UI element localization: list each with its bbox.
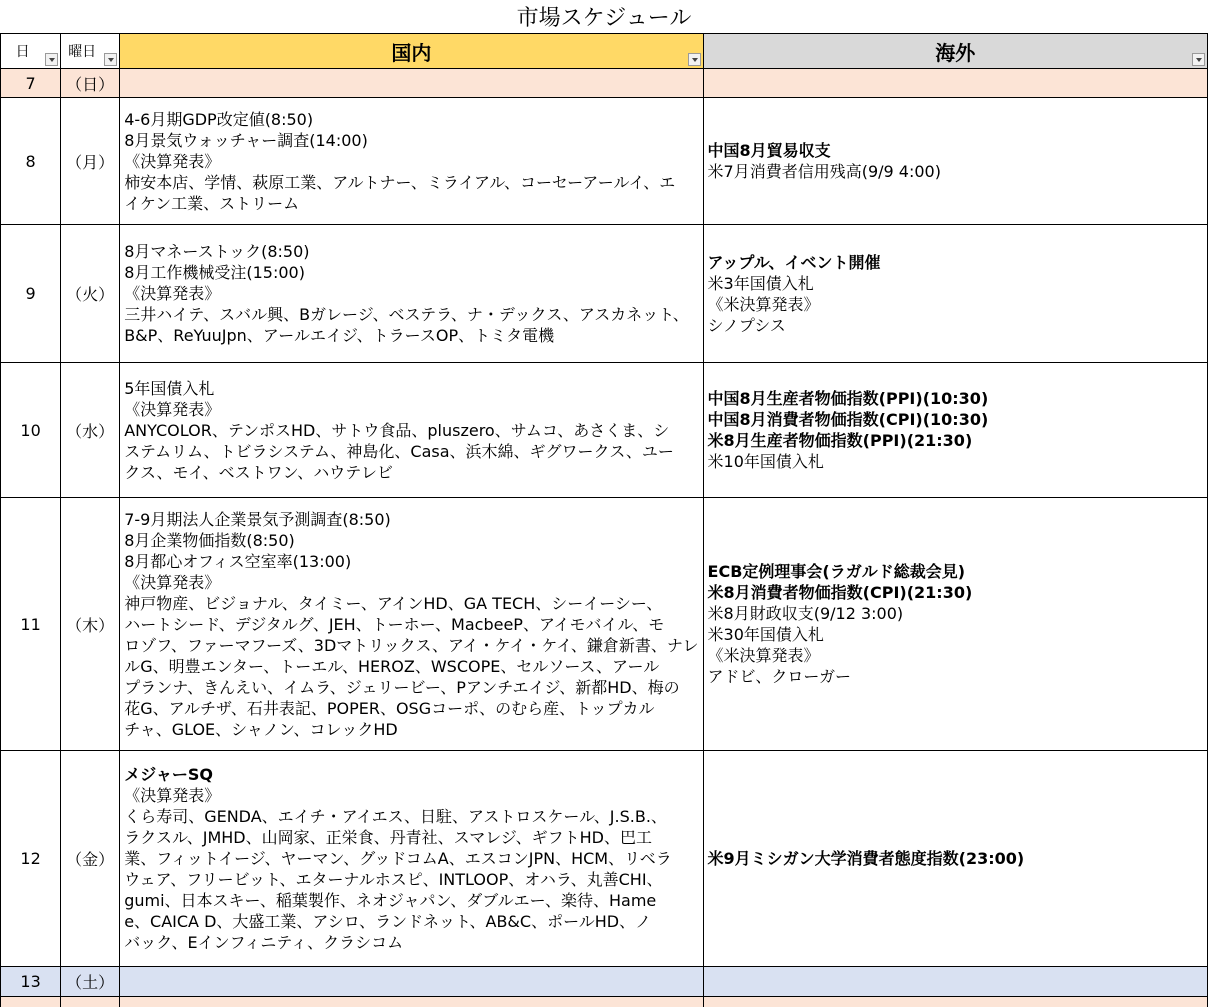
weekday-cell: （金）: [61, 751, 120, 967]
header-overseas-label: 海外: [935, 41, 975, 65]
page-title: 市場スケジュール: [0, 0, 1208, 34]
weekday-cell: （日）: [61, 69, 120, 98]
overseas-event-line: 《米決算発表》: [708, 645, 1203, 666]
weekday-cell: （土）: [61, 967, 120, 997]
domestic-event-line: 8月都心オフィス空室率(13:00): [124, 551, 698, 572]
header-domestic: [120, 34, 703, 69]
weekday-cell: （火）: [61, 225, 120, 363]
overseas-events-cell: [703, 225, 1207, 363]
domestic-event-line: ステムリム、トビラシステム、神島化、Casa、浜木綿、ギグワークス、ユー: [124, 441, 698, 462]
overseas-event-line: アドビ、クローガー: [708, 666, 1203, 687]
domestic-event-line: 8月企業物価指数(8:50): [124, 530, 698, 551]
overseas-events-cell: [703, 69, 1207, 98]
day-cell: 9: [1, 225, 61, 363]
overseas-event-line: シノプシス: [708, 315, 1203, 336]
domestic-event-line: 神戸物産、ビジョナル、タイミー、アインHD、GA TECH、シーイーシー、: [124, 593, 698, 614]
weekday-cell: （月）: [61, 98, 120, 225]
table-row: [1, 498, 1208, 751]
day-cell: 13: [1, 967, 61, 997]
overseas-event-line: 米7月消費者信用残高(9/9 4:00): [708, 161, 1203, 182]
domestic-event-line: 《決算発表》: [124, 151, 698, 172]
day-cell: 12: [1, 751, 61, 967]
weekday-cell: （木）: [61, 498, 120, 751]
overseas-event-line: 米8月財政収支(9/12 3:00): [708, 603, 1203, 624]
domestic-events-cell: [120, 363, 703, 498]
schedule-table: [0, 33, 1208, 1007]
domestic-event-line: ウェア、フリービット、エターナルホスピ、INTLOOP、オハラ、丸善CHI、: [124, 869, 698, 890]
overseas-event-line: 米8月生産者物価指数(PPI)(21:30): [708, 430, 1203, 451]
overseas-events-cell: [703, 967, 1207, 997]
filter-dropdown-icon[interactable]: [1192, 53, 1205, 66]
overseas-event-line: アップル、イベント開催: [708, 252, 1203, 273]
domestic-event-line: プランナ、きんえい、イムラ、ジェリービー、Pアンチエイジ、新都HD、梅の: [124, 677, 698, 698]
day-cell: 7: [1, 69, 61, 98]
table-row: [1, 751, 1208, 967]
domestic-events-cell: [120, 498, 703, 751]
header-domestic-label: 国内: [391, 41, 431, 65]
domestic-events-cell: [120, 98, 703, 225]
filter-dropdown-icon[interactable]: [104, 53, 117, 66]
domestic-event-line: 三井ハイテ、スバル興、Bガレージ、ベステラ、ナ・デックス、アスカネット、: [124, 304, 698, 325]
domestic-event-line: 8月工作機械受注(15:00): [124, 262, 698, 283]
domestic-event-line: 7-9月期法人企業景気予測調査(8:50): [124, 509, 698, 530]
table-row-partial: [1, 997, 1208, 1007]
domestic-event-line: ANYCOLOR、テンポスHD、サトウ食品、pluszero、サムコ、あさくま、シ: [124, 420, 698, 441]
partial-cell: [703, 997, 1207, 1007]
domestic-event-line: くら寿司、GENDA、エイチ・アイエス、日駐、アストロスケール、J.S.B.、: [124, 806, 698, 827]
domestic-event-line: 8月景気ウォッチャー調査(14:00): [124, 130, 698, 151]
domestic-event-line: 《決算発表》: [124, 785, 698, 806]
header-day: [1, 34, 61, 69]
domestic-event-line: ラクスル、JMHD、山岡家、正栄食、丹青社、スマレジ、ギフトHD、巴工: [124, 827, 698, 848]
overseas-event-line: 中国8月消費者物価指数(CPI)(10:30): [708, 409, 1203, 430]
overseas-events-cell: [703, 363, 1207, 498]
domestic-events-cell: [120, 967, 703, 997]
domestic-event-line: 柿安本店、学情、萩原工業、アルトナー、ミライアル、コーセーアールイ、エ: [124, 172, 698, 193]
overseas-event-line: 《米決算発表》: [708, 294, 1203, 315]
partial-cell: [1, 997, 61, 1007]
filter-dropdown-icon[interactable]: [45, 53, 58, 66]
table-row: [1, 98, 1208, 225]
overseas-event-line: 中国8月生産者物価指数(PPI)(10:30): [708, 388, 1203, 409]
filter-dropdown-icon[interactable]: [688, 53, 701, 66]
header-day-label: 日: [16, 44, 30, 60]
domestic-event-line: 業、フィットイージ、ヤーマン、グッドコムA、エスコンJPN、HCM、リベラ: [124, 848, 698, 869]
domestic-event-line: イケン工業、ストリーム: [124, 193, 698, 214]
domestic-event-line: 《決算発表》: [124, 283, 698, 304]
domestic-event-line: クス、モイ、ベストワン、ハウテレビ: [124, 462, 698, 483]
header-row: [1, 34, 1208, 69]
overseas-event-line: 米8月消費者物価指数(CPI)(21:30): [708, 582, 1203, 603]
domestic-event-line: メジャーSQ: [124, 764, 698, 785]
overseas-events-cell: [703, 498, 1207, 751]
overseas-event-line: 中国8月貿易収支: [708, 140, 1203, 161]
overseas-events-cell: [703, 751, 1207, 967]
domestic-event-line: チャ、GLOE、シャノン、コレックHD: [124, 719, 698, 740]
partial-cell: [120, 997, 703, 1007]
day-cell: 11: [1, 498, 61, 751]
overseas-event-line: 米3年国債入札: [708, 273, 1203, 294]
overseas-event-line: 米30年国債入札: [708, 624, 1203, 645]
domestic-event-line: 5年国債入札: [124, 378, 698, 399]
domestic-event-line: 花G、アルチザ、石井表記、POPER、OSGコーポ、のむら産、トップカル: [124, 698, 698, 719]
domestic-event-line: gumi、日本スキー、稲葉製作、ネオジャパン、ダブルエー、楽待、Hame: [124, 890, 698, 911]
header-dow-label: 曜日: [68, 44, 96, 60]
domestic-event-line: 《決算発表》: [124, 572, 698, 593]
overseas-events-cell: [703, 98, 1207, 225]
partial-cell: [61, 997, 120, 1007]
domestic-event-line: 《決算発表》: [124, 399, 698, 420]
day-cell: 10: [1, 363, 61, 498]
domestic-event-line: 8月マネーストック(8:50): [124, 241, 698, 262]
table-row: [1, 225, 1208, 363]
table-row: [1, 967, 1208, 997]
overseas-event-line: 米10年国債入札: [708, 451, 1203, 472]
table-row: [1, 363, 1208, 498]
domestic-event-line: ハートシード、デジタルグ、JEH、トーホー、MacbeeP、アイモバイル、モ: [124, 614, 698, 635]
domestic-event-line: B&P、ReYuuJpn、アールエイジ、トラースOP、トミタ電機: [124, 325, 698, 346]
day-cell: 8: [1, 98, 61, 225]
domestic-events-cell: [120, 69, 703, 98]
table-row: [1, 69, 1208, 98]
domestic-events-cell: [120, 225, 703, 363]
domestic-event-line: e、CAICA D、大盛工業、アシロ、ランドネット、AB&C、ポールHD、ノ: [124, 911, 698, 932]
domestic-event-line: バック、Eインフィニティ、クラシコム: [124, 932, 698, 953]
overseas-event-line: 米9月ミシガン大学消費者態度指数(23:00): [708, 848, 1203, 869]
overseas-event-line: ECB定例理事会(ラガルド総裁会見): [708, 561, 1203, 582]
header-dow: [61, 34, 120, 69]
domestic-event-line: ルG、明豊エンター、トーエル、HEROZ、WSCOPE、セルソース、アール: [124, 656, 698, 677]
domestic-event-line: ロゾフ、ファーマフーズ、3Dマトリックス、アイ・ケイ・ケイ、鎌倉新書、ナレ: [124, 635, 698, 656]
domestic-event-line: 4-6月期GDP改定値(8:50): [124, 109, 698, 130]
weekday-cell: （水）: [61, 363, 120, 498]
header-overseas: [703, 34, 1207, 69]
domestic-events-cell: [120, 751, 703, 967]
